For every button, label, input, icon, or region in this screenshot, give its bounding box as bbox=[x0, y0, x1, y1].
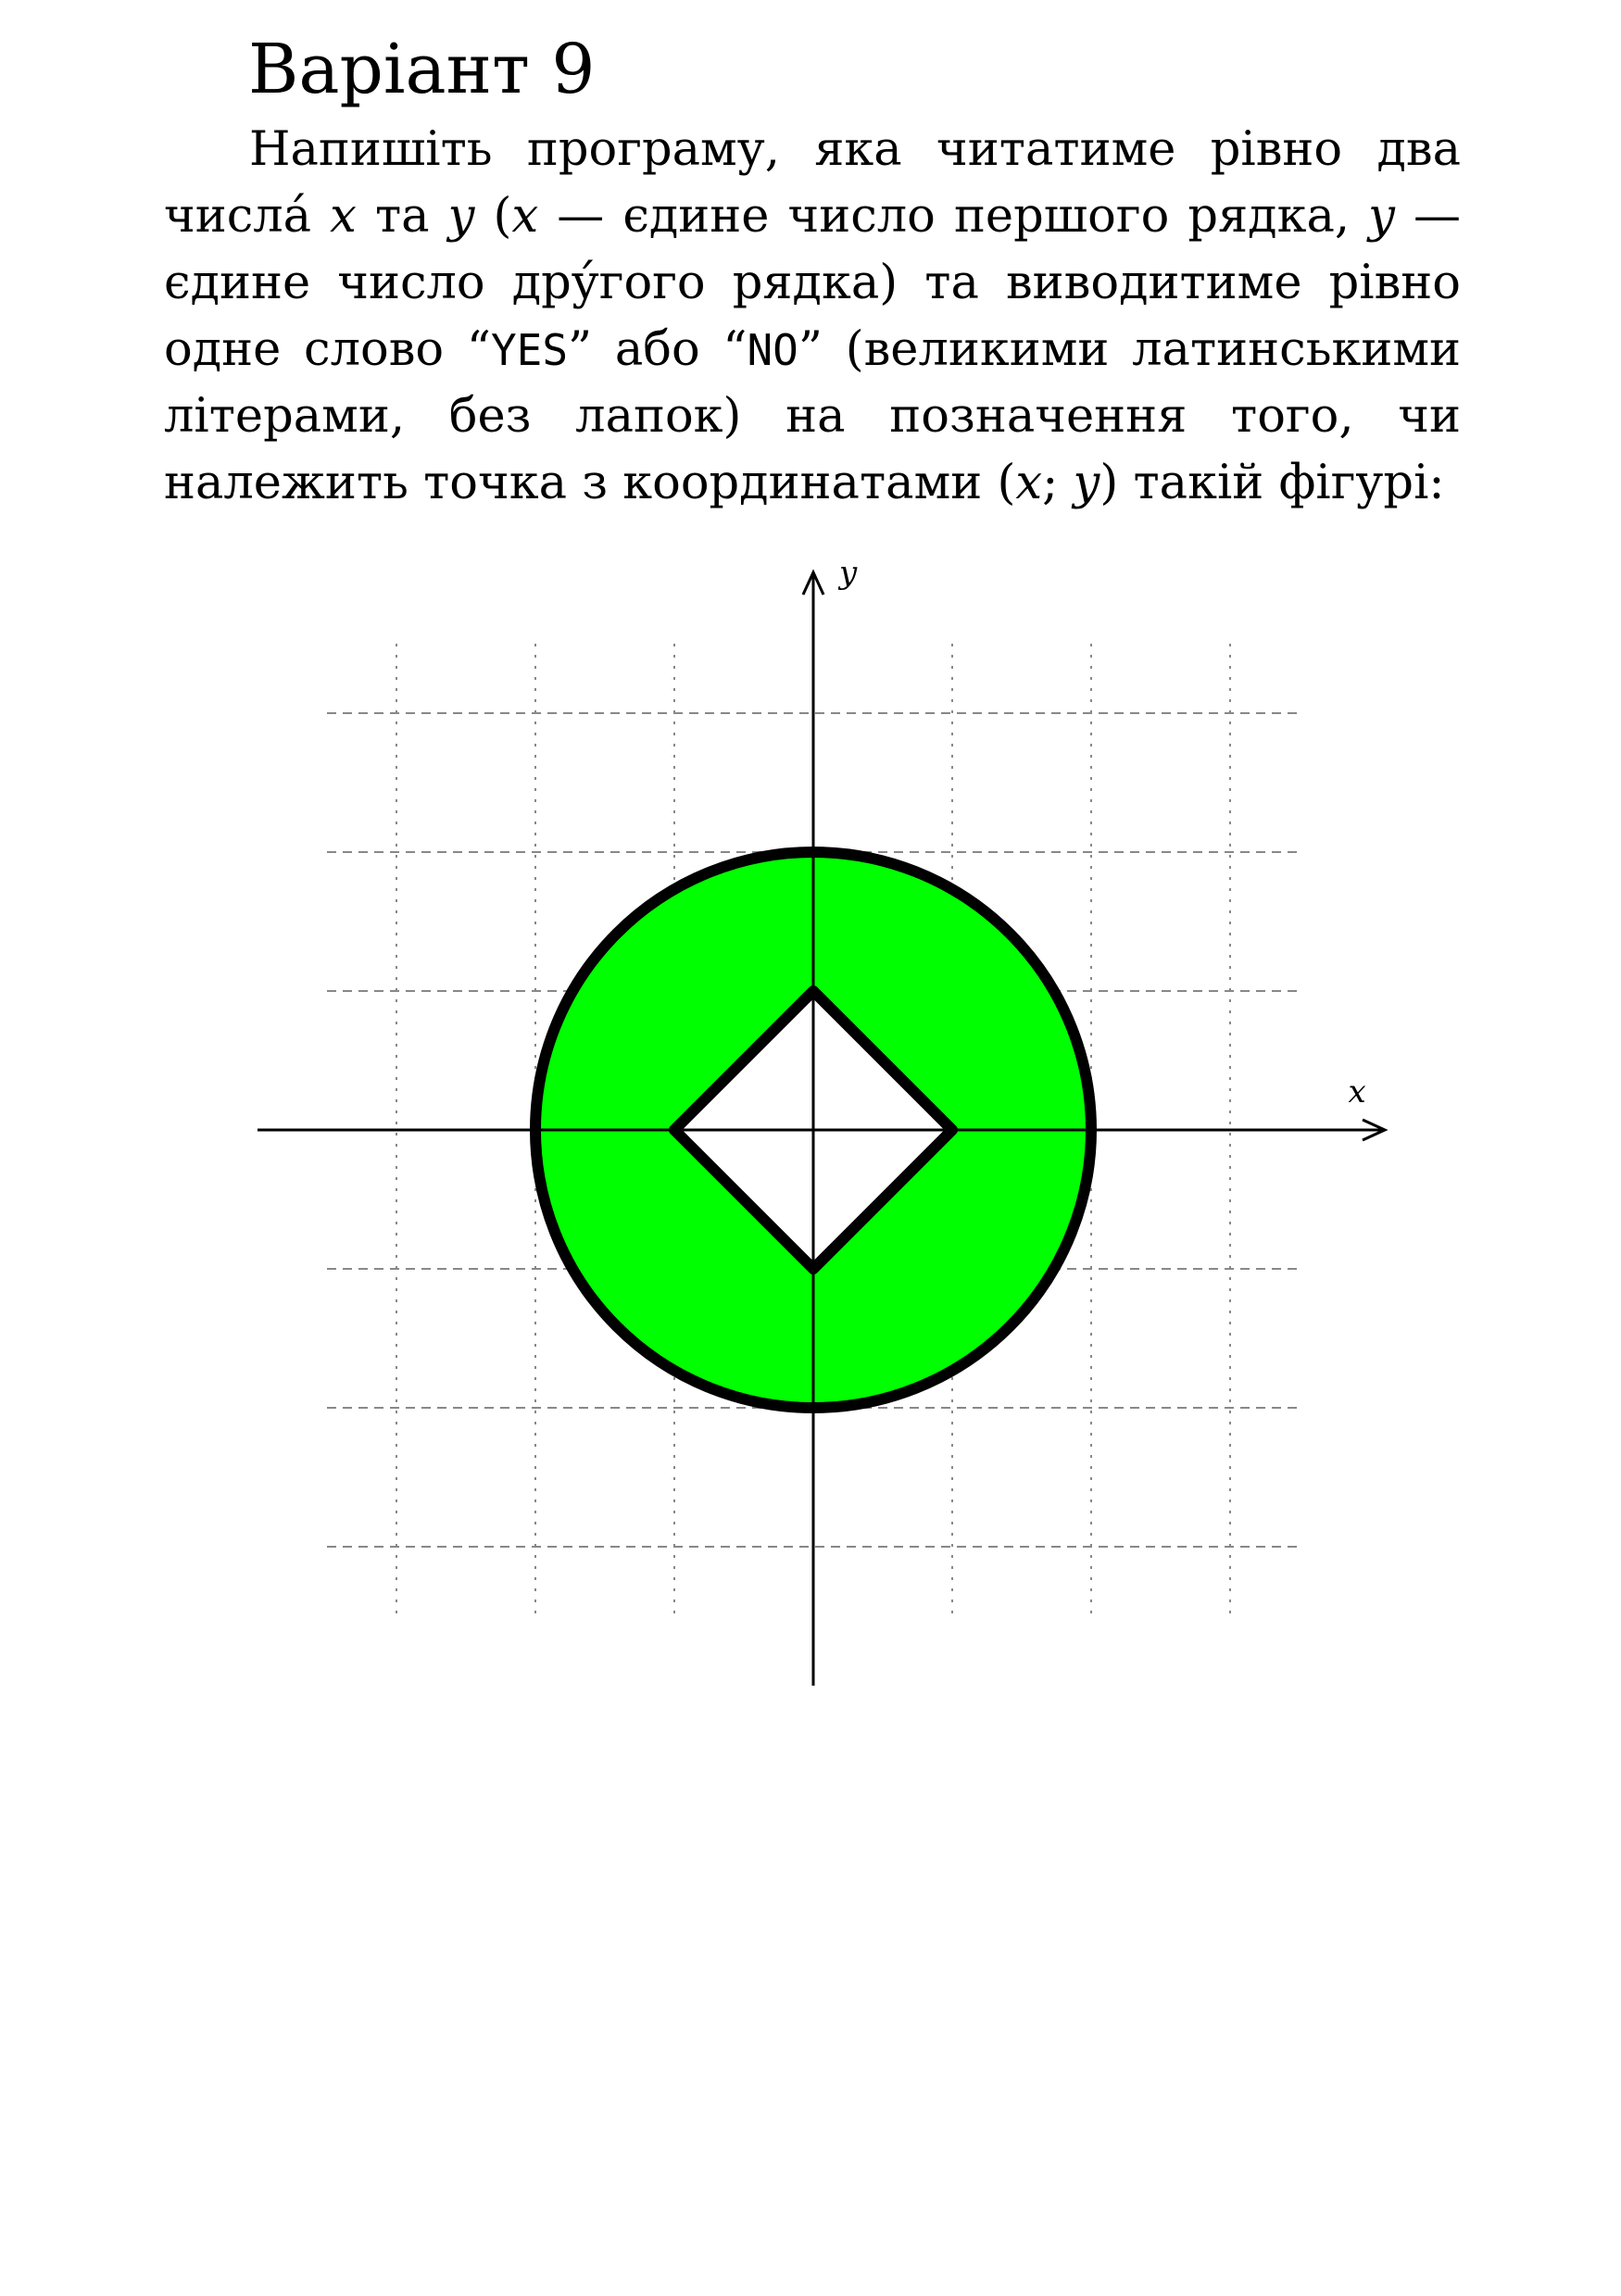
task-statement bbox=[164, 117, 1461, 517]
axes bbox=[258, 572, 1385, 1686]
task-text-5: — єдине число дру́гого рядка) та виводитиме рівно одне слово “ bbox=[164, 189, 1462, 377]
answer-no: NO bbox=[747, 325, 798, 375]
task-text-3: ( bbox=[474, 189, 512, 244]
var-y: y bbox=[447, 189, 475, 244]
region-figure bbox=[232, 551, 1399, 1700]
task-text-8: ; bbox=[1042, 456, 1074, 510]
answer-yes: YES bbox=[490, 325, 569, 375]
y-axis-label: y bbox=[839, 554, 858, 592]
task-text-7: ” (великими латинськими літерами, без лапок) на позначення того, чи належить точка з координатами ( bbox=[164, 322, 1462, 510]
task-text-6: ” або “ bbox=[568, 322, 748, 377]
task-text-9: ) такій фігурі: bbox=[1100, 456, 1445, 510]
region-plot bbox=[232, 551, 1399, 1700]
var-y: y bbox=[1368, 189, 1395, 244]
var-y: y bbox=[1073, 456, 1100, 510]
var-x: x bbox=[1015, 456, 1043, 510]
variant-title: Варіант 9 bbox=[248, 30, 596, 109]
task-text-2: та bbox=[356, 189, 448, 244]
x-axis-label: x bbox=[1348, 1073, 1366, 1110]
var-x: x bbox=[330, 189, 357, 244]
task-text-4: — єдине число першого рядка, bbox=[538, 189, 1369, 244]
var-x: x bbox=[511, 189, 539, 244]
task-text-1: Напишіть програму, яка читатиме рівно два числа́ bbox=[164, 122, 1461, 244]
